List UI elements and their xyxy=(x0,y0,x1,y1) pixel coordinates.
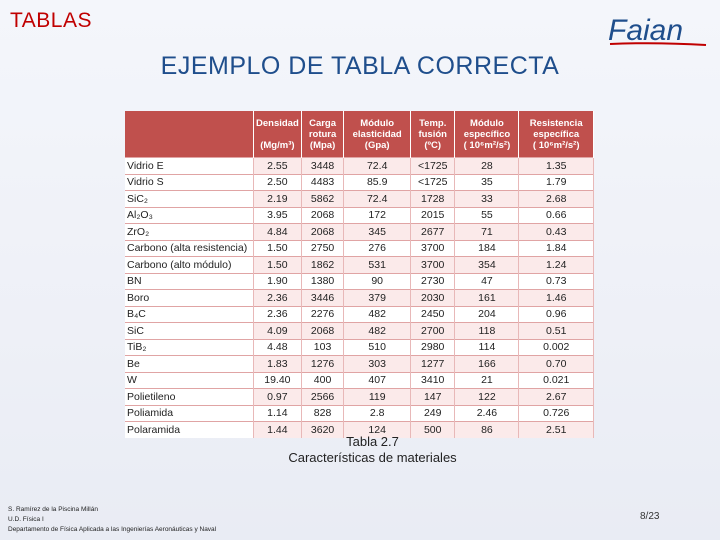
header-tensile: Carga rotura (Mpa) xyxy=(301,111,344,158)
material-name-cell: Al₂O₃ xyxy=(125,207,254,224)
table-cell: 482 xyxy=(344,306,411,323)
table-cell: 407 xyxy=(344,372,411,389)
table-row xyxy=(125,372,594,389)
table-cell: 184 xyxy=(455,240,519,257)
table-cell: 2068 xyxy=(301,323,344,340)
table-cell: 3700 xyxy=(411,257,455,274)
table-body xyxy=(125,158,594,438)
table-cell: 379 xyxy=(344,290,411,307)
table-row xyxy=(125,158,594,175)
table-cell: 2276 xyxy=(301,306,344,323)
table-cell: 33 xyxy=(455,191,519,208)
table-cell: 2.36 xyxy=(254,290,302,307)
table-cell: 1.44 xyxy=(254,422,302,438)
material-name-cell: Polietileno xyxy=(125,389,254,406)
table-caption xyxy=(0,434,720,466)
table-cell: 71 xyxy=(455,224,519,241)
material-name-cell: TiB₂ xyxy=(125,339,254,356)
caption-text: Características de materiales xyxy=(288,450,457,465)
caption-number: Tabla 2.7 xyxy=(346,434,399,449)
table-cell: 3448 xyxy=(301,158,344,175)
table-cell: 4.48 xyxy=(254,339,302,356)
header-density: Densidad (Mg/m³) xyxy=(254,111,302,158)
table-cell: 2030 xyxy=(411,290,455,307)
table-cell: 2.50 xyxy=(254,174,302,191)
material-name-cell: Carbono (alta resistencia) xyxy=(125,240,254,257)
table-cell: 2.68 xyxy=(519,191,594,208)
header-specific-strength: Resistencia específica ( 10⁶m²/s²) xyxy=(519,111,594,158)
table-cell: 0.002 xyxy=(519,339,594,356)
material-name-cell: W xyxy=(125,372,254,389)
table-cell: 72.4 xyxy=(344,191,411,208)
table-row xyxy=(125,356,594,373)
table-cell: 2.36 xyxy=(254,306,302,323)
table-cell: 0.70 xyxy=(519,356,594,373)
material-name-cell: Be xyxy=(125,356,254,373)
table-row xyxy=(125,224,594,241)
table-cell: 276 xyxy=(344,240,411,257)
table-cell: 147 xyxy=(411,389,455,406)
table-cell: 2068 xyxy=(301,224,344,241)
table-cell: 1.79 xyxy=(519,174,594,191)
table-cell: 103 xyxy=(301,339,344,356)
table-row xyxy=(125,191,594,208)
table-cell: 2015 xyxy=(411,207,455,224)
table-cell: 531 xyxy=(344,257,411,274)
table-cell: 86 xyxy=(455,422,519,438)
table-cell: 3700 xyxy=(411,240,455,257)
table-row xyxy=(125,323,594,340)
table-cell: 1.84 xyxy=(519,240,594,257)
table-cell: 2.51 xyxy=(519,422,594,438)
table-cell: 354 xyxy=(455,257,519,274)
table-cell: 35 xyxy=(455,174,519,191)
table-cell: 1.50 xyxy=(254,257,302,274)
table-cell: 204 xyxy=(455,306,519,323)
table-cell: 3.95 xyxy=(254,207,302,224)
material-name-cell: SiC₂ xyxy=(125,191,254,208)
table-cell: 124 xyxy=(344,422,411,438)
table-cell: 1.24 xyxy=(519,257,594,274)
table-cell: 3410 xyxy=(411,372,455,389)
table-cell: 119 xyxy=(344,389,411,406)
table-cell: 1.90 xyxy=(254,273,302,290)
table-cell: 0.97 xyxy=(254,389,302,406)
material-name-cell: ZrO₂ xyxy=(125,224,254,241)
materials-table xyxy=(125,111,594,436)
table-cell: 161 xyxy=(455,290,519,307)
table-header-row xyxy=(125,111,594,158)
table-row xyxy=(125,257,594,274)
material-name-cell: BN xyxy=(125,273,254,290)
header-blank-cell xyxy=(125,111,254,158)
table-cell: 1.14 xyxy=(254,405,302,422)
table-cell: 55 xyxy=(455,207,519,224)
logo-text: Faian xyxy=(608,14,684,47)
header-melting: Temp. fusión (ºC) xyxy=(411,111,455,158)
table-cell: 2450 xyxy=(411,306,455,323)
table-cell: 1276 xyxy=(301,356,344,373)
table-row xyxy=(125,306,594,323)
table-cell: 2730 xyxy=(411,273,455,290)
table-row xyxy=(125,339,594,356)
table-cell: 2980 xyxy=(411,339,455,356)
material-name-cell: B₄C xyxy=(125,306,254,323)
header-modulus: Módulo elasticidad (Gpa) xyxy=(344,111,411,158)
table-row xyxy=(125,240,594,257)
table-cell: 0.43 xyxy=(519,224,594,241)
table-cell: 2.8 xyxy=(344,405,411,422)
table-cell: 500 xyxy=(411,422,455,438)
table-cell: 0.73 xyxy=(519,273,594,290)
table-cell: 3446 xyxy=(301,290,344,307)
table-cell: 114 xyxy=(455,339,519,356)
footer-author: S. Ramírez de la Piscina Millán xyxy=(8,506,98,513)
table-cell: 4.09 xyxy=(254,323,302,340)
table-cell: 249 xyxy=(411,405,455,422)
table-cell: 122 xyxy=(455,389,519,406)
table-cell: 47 xyxy=(455,273,519,290)
table-cell: 303 xyxy=(344,356,411,373)
table-cell: 4483 xyxy=(301,174,344,191)
table-cell: 2700 xyxy=(411,323,455,340)
material-name-cell: Vidrio S xyxy=(125,174,254,191)
table-cell: 1380 xyxy=(301,273,344,290)
table-cell: 0.66 xyxy=(519,207,594,224)
section-title: TABLAS xyxy=(10,9,92,32)
table-cell: 1277 xyxy=(411,356,455,373)
material-name-cell: Carbono (alto módulo) xyxy=(125,257,254,274)
slide-title: EJEMPLO DE TABLA CORRECTA xyxy=(160,52,560,80)
table-cell: 1728 xyxy=(411,191,455,208)
table-cell: 28 xyxy=(455,158,519,175)
table-cell: 828 xyxy=(301,405,344,422)
table-cell: 1.83 xyxy=(254,356,302,373)
header-specific-modulus: Módulo específico ( 10⁶m²/s²) xyxy=(455,111,519,158)
table-row xyxy=(125,174,594,191)
table-cell: 345 xyxy=(344,224,411,241)
table-cell: 21 xyxy=(455,372,519,389)
table-row xyxy=(125,273,594,290)
table-cell: 2566 xyxy=(301,389,344,406)
table-cell: 1862 xyxy=(301,257,344,274)
table-cell: 2.46 xyxy=(455,405,519,422)
table-cell: 0.96 xyxy=(519,306,594,323)
table-cell: 4.84 xyxy=(254,224,302,241)
material-name-cell: Poliamida xyxy=(125,405,254,422)
table-row xyxy=(125,405,594,422)
table-cell: 1.35 xyxy=(519,158,594,175)
table-cell: 482 xyxy=(344,323,411,340)
table-cell: 2750 xyxy=(301,240,344,257)
table-cell: 166 xyxy=(455,356,519,373)
material-name-cell: SiC xyxy=(125,323,254,340)
table-cell: 90 xyxy=(344,273,411,290)
material-name-cell: Boro xyxy=(125,290,254,307)
table-cell: 2677 xyxy=(411,224,455,241)
table-cell: 0.726 xyxy=(519,405,594,422)
table-row xyxy=(125,389,594,406)
table-cell: 3620 xyxy=(301,422,344,438)
footer-unit: U.D. Física I xyxy=(8,516,44,523)
footer-department: Departamento de Física Aplicada a las Ingenierías Aeronáuticas y Naval xyxy=(8,526,217,533)
footer-credits xyxy=(8,505,216,535)
table-cell: 1.50 xyxy=(254,240,302,257)
table-cell: 0.021 xyxy=(519,372,594,389)
table-cell: 172 xyxy=(344,207,411,224)
table-cell: 1.46 xyxy=(519,290,594,307)
table-cell: 19.40 xyxy=(254,372,302,389)
material-name-cell: Vidrio E xyxy=(125,158,254,175)
table-cell: <1725 xyxy=(411,158,455,175)
table-cell: 72.4 xyxy=(344,158,411,175)
table-cell: 510 xyxy=(344,339,411,356)
page-number: 8/23 xyxy=(640,511,660,522)
table-cell: 85.9 xyxy=(344,174,411,191)
faian-logo xyxy=(606,12,710,48)
table-cell: 0.51 xyxy=(519,323,594,340)
table-cell: 2.67 xyxy=(519,389,594,406)
table-row xyxy=(125,207,594,224)
material-name-cell: Polaramida xyxy=(125,422,254,438)
table-row xyxy=(125,290,594,307)
table-cell: 400 xyxy=(301,372,344,389)
table-cell: <1725 xyxy=(411,174,455,191)
table-cell: 118 xyxy=(455,323,519,340)
table-cell: 2068 xyxy=(301,207,344,224)
table-cell: 5862 xyxy=(301,191,344,208)
table-cell: 2.19 xyxy=(254,191,302,208)
table-cell: 2.55 xyxy=(254,158,302,175)
